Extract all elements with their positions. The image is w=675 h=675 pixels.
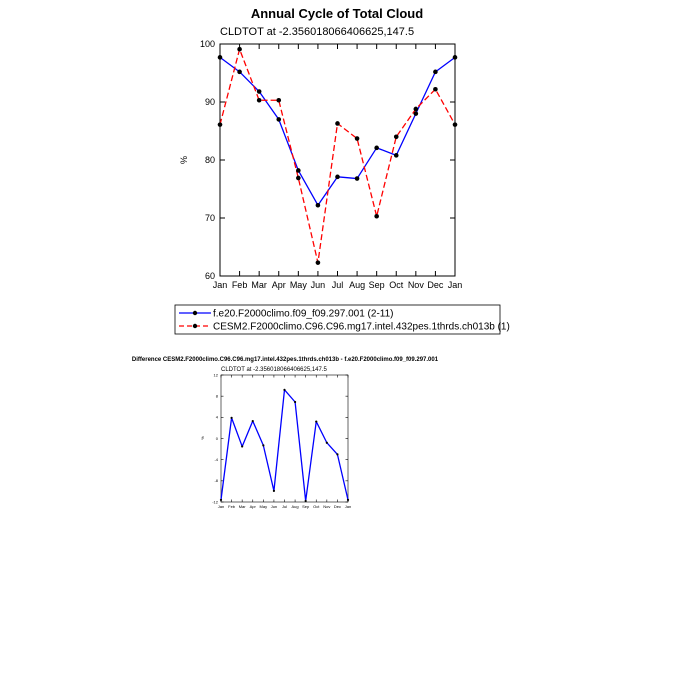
series-1-point	[283, 389, 285, 391]
y-tick-label: 8	[215, 393, 218, 399]
x-tick-label: Jan	[447, 280, 463, 290]
x-tick-label: Jul	[331, 280, 344, 290]
x-tick-label: Jan	[217, 504, 225, 509]
y-tick-label: -4	[214, 457, 218, 463]
x-tick-label: Sep	[368, 280, 385, 290]
difference-series-group	[220, 389, 349, 502]
series-1-point	[218, 55, 223, 60]
series-2-point	[394, 135, 399, 140]
main-y-axis	[200, 39, 455, 281]
series-1-point	[316, 203, 321, 208]
series-2-point	[335, 121, 340, 126]
series-1-point	[296, 168, 301, 173]
y-tick-label: 100	[199, 39, 215, 50]
main-x-axis	[213, 44, 463, 290]
series-2-point	[374, 214, 379, 219]
x-tick-label: Dec	[427, 280, 444, 290]
x-tick-label: Feb	[228, 504, 236, 509]
legend-label-series-1: f.e20.F2000climo.f09_f09.297.001 (2-11)	[213, 308, 394, 320]
x-tick-label: Jun	[310, 280, 326, 290]
legend-marker-series-1	[193, 311, 197, 315]
series-1-point	[394, 153, 399, 158]
main-chart-subtitle: CLDTOT at -2.356018066406625,147.5	[220, 26, 415, 38]
difference-chart-subtitle: CLDTOT at -2.356018066406625,147.5	[221, 367, 327, 373]
series-2-point	[414, 107, 419, 112]
series-1-point	[374, 146, 379, 151]
x-tick-label: Jul	[281, 504, 288, 509]
x-tick-label: Aug	[349, 280, 366, 290]
y-tick-label: 80	[204, 155, 215, 166]
series-1-point	[335, 175, 340, 180]
series-2-point	[237, 47, 242, 52]
legend-label-series-2: CESM2.F2000climo.C96.C96.mg17.intel.432pes.1thrds.ch013b (1)	[213, 321, 510, 333]
x-tick-label: Jan	[344, 504, 352, 509]
y-tick-label: 0	[215, 435, 218, 441]
series-line-2	[220, 49, 455, 262]
main-chart	[175, 6, 510, 334]
series-1-point	[433, 70, 438, 75]
x-tick-label: Mar	[251, 280, 267, 290]
series-2-point	[433, 87, 438, 92]
x-tick-label: Nov	[323, 504, 331, 509]
x-tick-label: Nov	[407, 280, 424, 290]
x-tick-label: Jun	[270, 504, 278, 509]
series-1-point	[294, 401, 296, 403]
x-tick-label: Sep	[302, 504, 310, 509]
series-1-point	[220, 499, 222, 501]
series-1-point	[355, 176, 360, 181]
difference-y-axis	[212, 372, 348, 504]
main-chart-title: Annual Cycle of Total Cloud	[250, 6, 424, 21]
series-line-1	[220, 57, 455, 205]
main-y-axis-label: %	[179, 155, 189, 165]
series-1-point	[315, 420, 317, 422]
series-1-point	[276, 117, 281, 122]
y-tick-label: 70	[204, 213, 215, 224]
legend-marker-series-2	[193, 324, 197, 328]
difference-chart-title: Difference CESM2.F2000climo.C96.C96.mg17.intel.432pes.1thrds.ch013b - f.e20.F2000climo.f09_f09.297.001	[131, 357, 439, 363]
series-2-point	[355, 136, 360, 141]
series-1-point	[305, 500, 307, 502]
series-2-point	[316, 260, 321, 265]
x-tick-label: Aug	[291, 504, 299, 509]
x-tick-label: Feb	[231, 280, 248, 290]
y-tick-label: 90	[204, 97, 215, 108]
x-tick-label: Dec	[333, 504, 341, 509]
series-1-point	[262, 444, 264, 446]
series-2-point	[276, 98, 281, 103]
x-tick-label: Oct	[389, 280, 404, 290]
series-1-point	[241, 445, 243, 447]
main-legend	[175, 305, 510, 334]
series-2-point	[453, 122, 458, 127]
difference-y-axis-label: %	[200, 436, 205, 440]
x-tick-label: Apr	[271, 280, 286, 290]
x-tick-label: Apr	[249, 504, 256, 509]
series-2-point	[257, 98, 262, 103]
main-plot-frame	[220, 44, 455, 276]
main-series-group	[218, 47, 458, 265]
x-tick-label: Oct	[313, 504, 320, 509]
y-tick-label: 4	[215, 414, 218, 420]
x-tick-label: Jan	[212, 280, 228, 290]
y-tick-label: -8	[214, 478, 218, 484]
series-1-point	[414, 111, 419, 116]
series-1-point	[453, 55, 458, 60]
series-1-point	[252, 420, 254, 422]
series-line-1	[221, 390, 348, 501]
series-1-point	[257, 89, 262, 94]
difference-chart	[132, 357, 439, 509]
x-tick-label: May	[289, 280, 307, 290]
series-2-point	[218, 122, 223, 127]
x-tick-label: May	[259, 504, 268, 509]
series-1-point	[237, 70, 242, 75]
series-1-point	[326, 442, 328, 444]
series-1-point	[273, 490, 275, 492]
y-tick-label: 60	[204, 271, 215, 282]
series-1-point	[336, 453, 338, 455]
y-tick-label: -12	[212, 499, 218, 505]
x-tick-label: Mar	[238, 504, 246, 509]
y-tick-label: 12	[213, 372, 218, 378]
series-1-point	[347, 499, 349, 501]
series-2-point	[296, 176, 301, 181]
series-1-point	[230, 417, 232, 419]
